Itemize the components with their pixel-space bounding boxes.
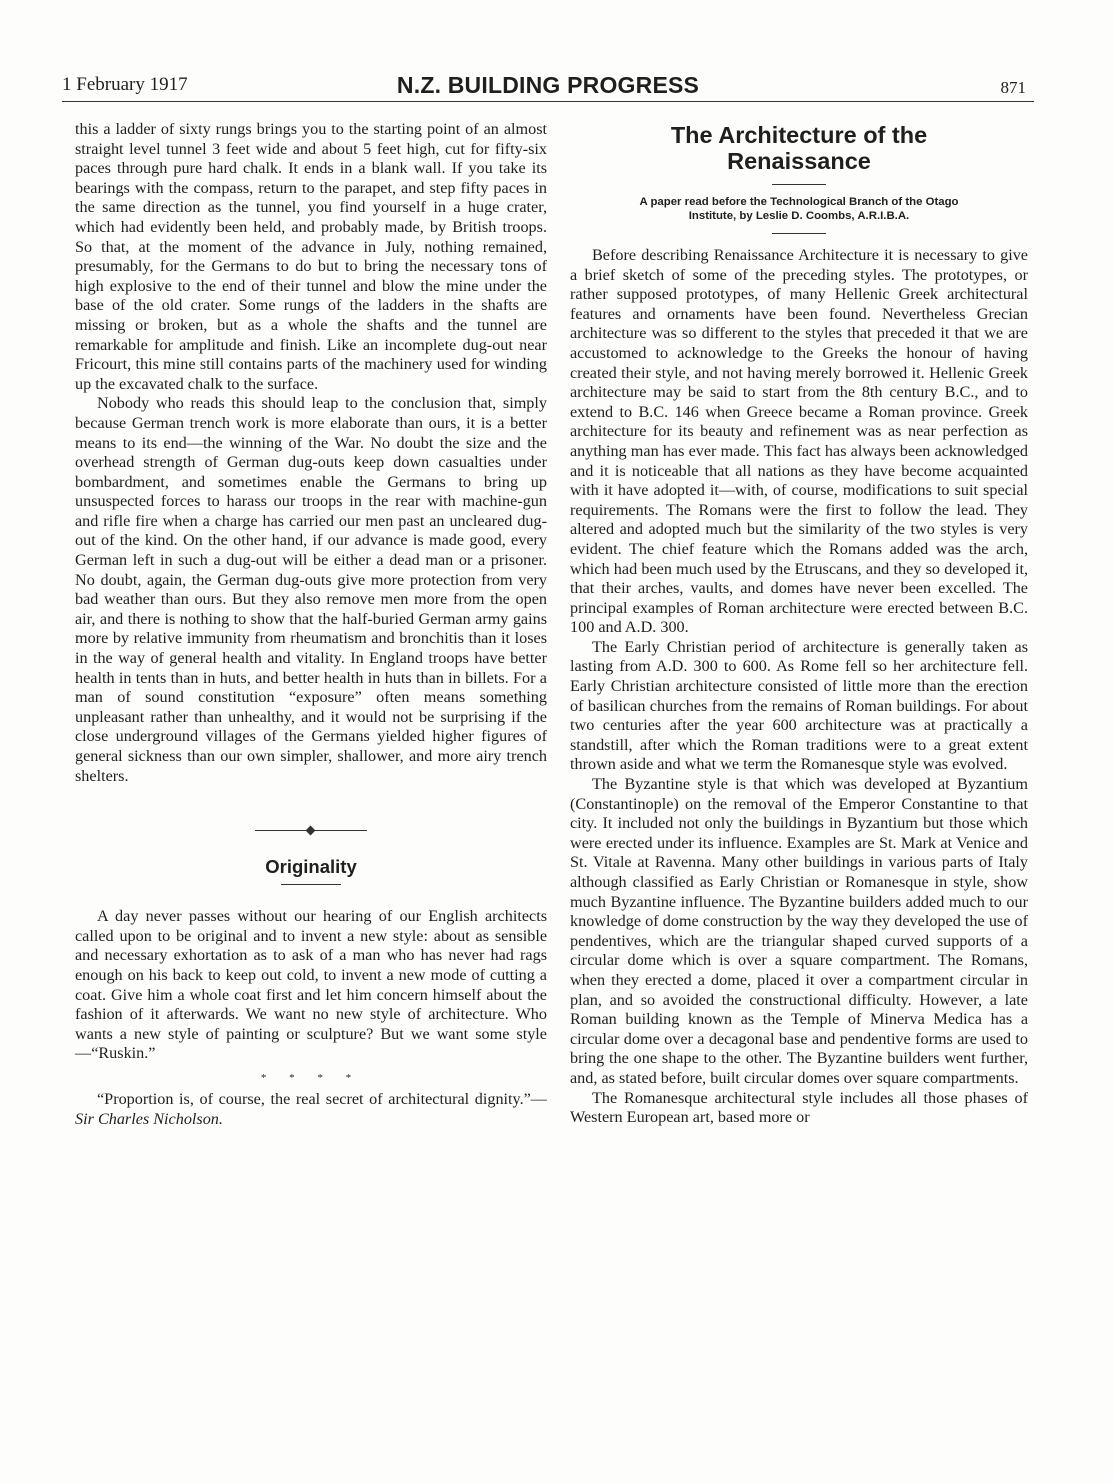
body-paragraph: this a ladder of sixty rungs brings you to the starting point of an almost straight level tunnel 3 feet wide and about 5 feet high, cut for fifty-six paces through pure hard chalk. It ends in a blank wall. If you take its bearings with the compass, return to the parapet, and step fifty paces in the same direction as the tunnel, you find yourself in a huge crater, which had evidently been held, and probably made, by British troops. So that, at the moment of the advance in July, nothing remained, presumably, for the Germans to do but to bring the necessary tons of high explosive to the end of their tunnel and blow the mine under the base of the old crater. Some rungs of the ladders in the shafts are missing or broken, but as a whole the shafts and the tunnel are remarkable for amplitude and finish. Like an incomplete dug-out near Fricourt, this mine still contains parts of the machinery used for winding up the excavated chalk to the surface. [75,120,547,393]
originality-paragraph: A day never passes without our hearing of our English architects called upon to be original and to invent a new style: about as sensible and necessary exhortation as to ask of a man who has never had rags enough on his back to keep out cold, to invent a new mode of cutting a coat. Give him a whole coat first and let him concern himself about the fashion of it afterwards. We want no new style of architecture. Who wants a new style of painting or sculpture? But we want some style—“Ruskin.” [75,907,547,1063]
section-stars: * * * * [260,1071,362,1084]
left-column [75,120,547,1129]
article-byline [570,195,1028,223]
section-ornament [255,826,367,836]
section-heading: Originality [265,856,357,878]
page-header [62,72,1034,102]
quote-author: Sir Charles Nicholson. [75,1109,223,1128]
quote-text: “Proportion is, of course, the real secret of architectural dignity.”— [97,1089,547,1108]
body-paragraph: Nobody who reads this should leap to the conclusion that, simply because German trench work is more elaborate than ours, it is a better means to its end—the winning of the War. No doubt the size and the overhead strength of German dug-outs keep down casualties under bombardment, and sometimes enable the Germans to bring up unsuspected forces to harass our troops in the rear with machine-gun and rifle fire when a charge has carried our men past an uncleared dug-out of the kind. On the other hand, if our advance is made good, every German left in such a dug-out will be either a dead man or a prisoner. No doubt, again, the German dug-outs give more protection from very bad weather than ours. But they also remove men more from the open air, and there is nothing to show that the half-buried German army gains more by relative immunity from rheumatism and bronchitis than it loses in the way of general health and vitality. In England troops have better health in tents than in huts, and better health in huts than in billets. For a man of sound constitution “exposure” often means something unpleasant rather than unhealthy, and it would not be surprising if the close underground villages of the Germans yielded higher figures of general sickness than our own simpler, shallower, and more airy trench shelters. [75,394,547,785]
issue-date: 1 February 1917 [62,74,188,95]
body-paragraph: The Early Christian period of architecture is generally taken as lasting from A.D. 300 to 600. As Rome fell so her architecture fell. Early Christian architecture consisted of little more than the erection of basilican churches from the remains of Roman buildings. For about two centuries after the year 600 architecture was at practically a standstill, after which the Roman traditions were to a great extent thrown aside and what we term the Romanesque style was evolved. [570,637,1028,774]
right-column [570,120,1028,1128]
body-paragraph: Before describing Renaissance Architecture it is necessary to give a brief sketch of some of the preceding styles. The prototypes, or rather supposed prototypes, of many Hellenic Greek architectural features and ornaments have been found. Nevertheless Grecian architecture was so different to the styles that preceded it that we are accustomed to acknowledge to the Greeks the honour of having created their style, and not having merely borrowed it. Hellenic Greek architecture may be said to start from the 8th century B.C., and to extend to B.C. 146 when Greece became a Roman province. Greek architecture for its beauty and refinement was as near perfection as anything man has ever made. This fact has always been acknowledged and it is noticeable that all nations as they have become acquainted with it have adopted it—with, of course, modifications to suit special requirements. The Romans were the first to follow the lead. They altered and adopted much but the similarity of the two styles is very evident. The chief feature which the Romans added was the arch, which had been much used by the Etruscans, and they so developed it, that their arches, vaults, and domes have never been excelled. The principal examples of Roman architecture were erected between B.C. 100 and A.D. 300. [570,246,1028,637]
body-paragraph: The Romanesque architectural style includes all those phases of Western European art, based more or [570,1088,1028,1127]
byline-line: A paper read before the Technological Branch of the Otago [639,196,959,208]
body-paragraph: The Byzantine style is that which was developed at Byzantium (Constantinople) on the removal of the Emperor Constantine to that city. It included not only the buildings in Byzantium but those which were erected under its influence. Examples are St. Mark at Venice and St. Vitale at Ravenna. Many other buildings in various parts of Italy although classified as Early Christian or Romanesque in style, show much Byzantine influence. The Byzantine builders added much to our knowledge of dome construction by the way they developed the use of pendentives, which are the triangular shaped curved supports of a circular dome which is over a square compartment. The Romans, when they erected a dome, placed it over a compartment circular in plan, and so avoided the constructional difficulty. However, a late Roman building known as the Temple of Minerva Medica has a circular dome over a decagonal base and pendentive forms are used to bring the one shape to the other. The Byzantine builders went further, and, as stated before, built circular domes over square compartments. [570,775,1028,1087]
byline-rule [772,233,826,234]
article-title-line: Renaissance [727,148,871,174]
quote-paragraph [75,1090,547,1129]
article-title-line: The Architecture of the [670,122,928,148]
page-number: 871 [1000,78,1026,97]
header-rule [62,101,1034,102]
byline-line: Institute, by Leslie D. Coombs, A.R.I.B.A. [688,210,910,222]
publication-title: N.Z. BUILDING PROGRESS [396,72,700,98]
article-title [570,120,1028,174]
title-rule [772,184,826,185]
